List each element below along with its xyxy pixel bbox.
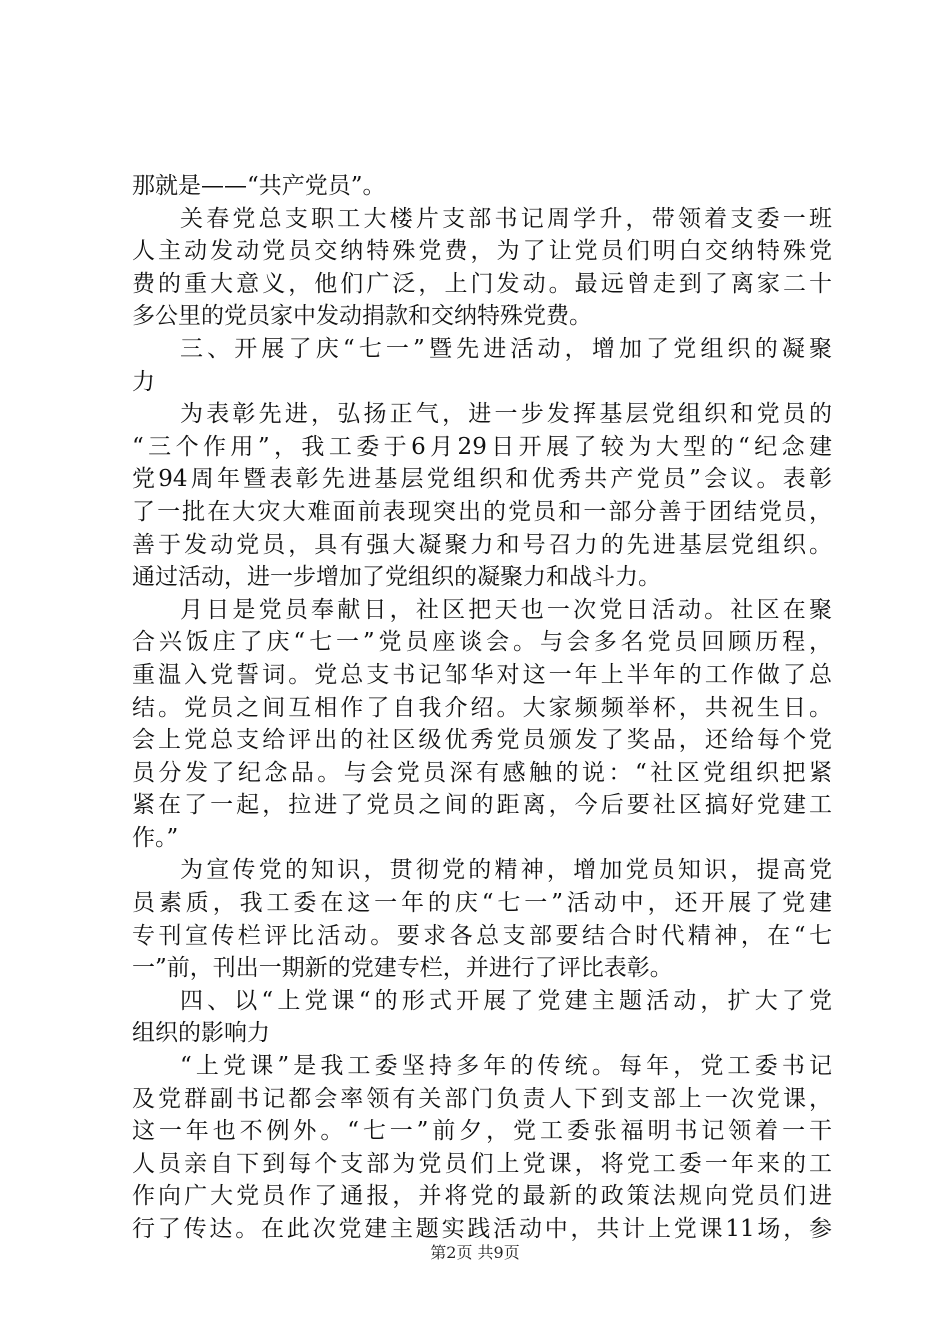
body-text [132, 170, 832, 1246]
text-line: 人员亲自下到每个支部为党员们上党课，将党工委一年来的工 [132, 1150, 832, 1177]
text-line: 紧在了一起，拉进了党员之间的距离，今后要社区搞好党建工 [132, 792, 832, 819]
page-footer: 第2页 共9页 [430, 1243, 520, 1262]
text-line: 会上党总支给评出的社区级优秀党员颁发了奖品，还给每个党 [132, 727, 832, 754]
text-line: 一”前，刊出一期新的党建专栏，并进行了评比表彰。 [132, 955, 673, 982]
text-line: 善于发动党员，具有强大凝聚力和号召力的先进基层党组织。 [132, 531, 832, 558]
text-line: 这一年也不例外。“七一”前夕，党工委张福明书记领着一干 [132, 1118, 832, 1145]
text-line: “上党课”是我工委坚持多年的传统。每年，党工委书记 [180, 1053, 832, 1080]
text-line: 月日是党员奉献日，社区把天也一次党日活动。社区在聚 [180, 596, 832, 623]
text-line: 结。党员之间互相作了自我介绍。大家频频举杯，共祝生日。 [132, 694, 832, 721]
text-line: 党94周年暨表彰先进基层党组织和优秀共产党员”会议。表彰 [132, 466, 832, 493]
text-line: 合兴饭庄了庆“七一”党员座谈会。与会多名党员回顾历程， [132, 629, 832, 656]
text-line: 四、以“上党课“的形式开展了党建主题活动，扩大了党 [180, 987, 832, 1014]
text-line: 行了传达。在此次党建主题实践活动中，共计上党课11场，参 [132, 1216, 832, 1242]
text-line: 为宣传党的知识，贯彻党的精神，增加党员知识，提高党 [180, 857, 832, 884]
text-line: 员素质，我工委在这一年的庆“七一”活动中，还开展了党建 [132, 890, 832, 917]
text-line: 员分发了纪念品。与会党员深有感触的说：“社区党组织把紧 [132, 759, 832, 786]
text-line: 了一批在大灾大难面前表现突出的党员和一部分善于团结党员， [132, 498, 832, 525]
text-line: 那就是——“共产党员”。 [132, 173, 386, 199]
text-line: 三、开展了庆“七一”暨先进活动，增加了党组织的凝聚 [180, 335, 832, 362]
text-line: 重温入党誓词。党总支书记邹华对这一年上半年的工作做了总 [132, 661, 832, 688]
text-line: 人主动发动党员交纳特殊党费，为了让党员们明白交纳特殊党 [132, 238, 832, 265]
text-line: 专刊宣传栏评比活动。要求各总支部要结合时代精神，在“七 [132, 922, 832, 949]
text-line: 及党群副书记都会率领有关部门负责人下到支部上一次党课， [132, 1085, 832, 1112]
text-line: 关春党总支职工大楼片支部书记周学升，带领着支委一班 [180, 205, 832, 232]
text-line: 作。” [132, 824, 179, 851]
text-line: 力 [132, 368, 155, 395]
text-line: 通过活动，进一步增加了党组织的凝聚力和战斗力。 [132, 564, 661, 591]
text-line: 费的重大意义，他们广泛，上门发动。最远曾走到了离家二十 [132, 270, 832, 297]
text-line: “三个作用”，我工委于6月29日开展了较为大型的“纪念建 [132, 433, 832, 460]
text-line: 为表彰先进，弘扬正气，进一步发挥基层党组织和党员的 [180, 401, 832, 428]
text-line: 组织的影响力 [132, 1020, 270, 1047]
text-line: 作向广大党员作了通报，并将党的最新的政策法规向党员们进 [132, 1183, 832, 1210]
text-line: 多公里的党员家中发动捐款和交纳特殊党费。 [132, 303, 592, 330]
